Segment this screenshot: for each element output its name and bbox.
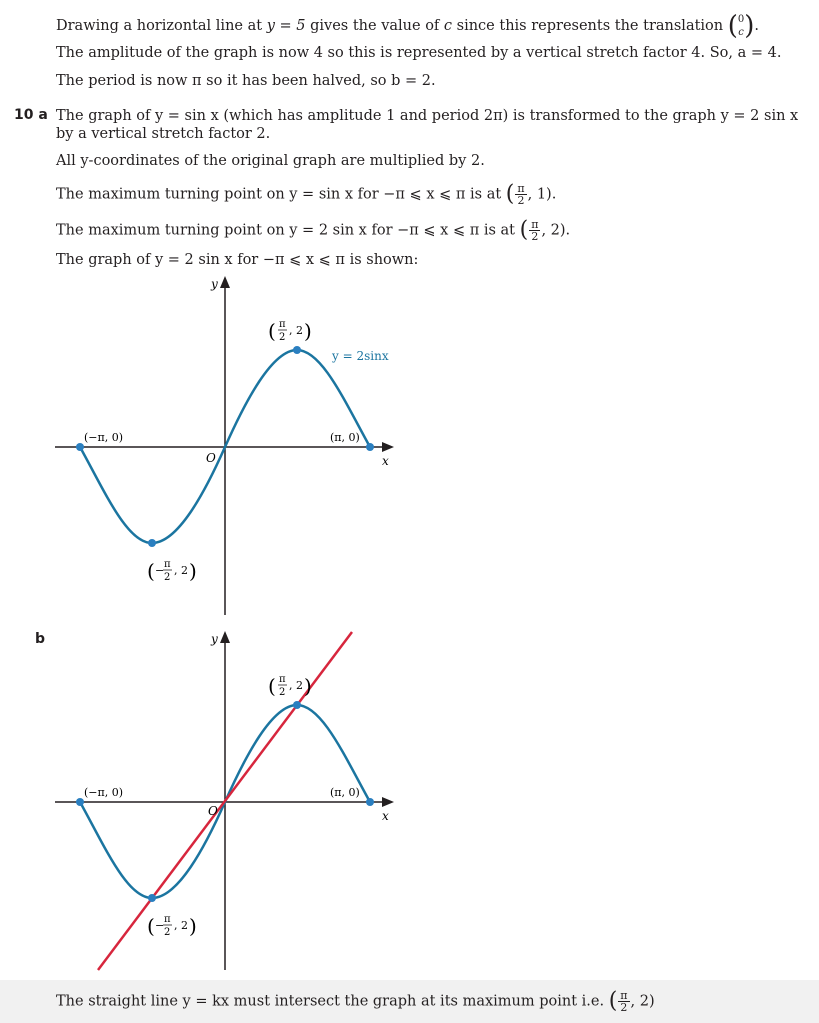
graph-a-point-min: [148, 539, 156, 547]
graph-a-point-min-label: [147, 559, 197, 583]
graph-b-origin-label: O: [208, 804, 218, 818]
svg-text:): ): [304, 319, 312, 343]
footer-text: The straight line y = kx must intersect the graph at its maximum point i.e.: [56, 993, 605, 1010]
intro-line-1: Drawing a horizontal line at y = 5 gives the value of c since this represents the translation ( 0 c ).: [56, 11, 760, 41]
svg-text:, 2: , 2: [174, 564, 188, 577]
svg-text:π: π: [279, 674, 286, 685]
svg-text:−: −: [155, 564, 165, 577]
graph-b-point-min-label: [147, 914, 197, 938]
svg-text:, 2: , 2: [289, 324, 303, 337]
q10a-max-2sin-tail: , 2): [541, 222, 566, 239]
intro-text-2: gives the value of: [305, 18, 444, 34]
graph-a-curve-label: y = 2sinx: [332, 349, 389, 363]
graph-b-point-left: [76, 798, 84, 806]
svg-text:): ): [189, 914, 197, 938]
svg-text:π: π: [279, 319, 286, 330]
intro-line-3: The period is now π so it has been halved, so b = 2.: [56, 73, 436, 89]
intro-equation: y = 5: [266, 18, 306, 34]
graph-a-point-max: [293, 346, 301, 354]
svg-text:(: (: [147, 914, 155, 938]
graph-b-svg: [0, 625, 819, 975]
graph-b-y-arrow: [220, 631, 230, 643]
q10a-paragraph-5: The graph of y = 2 sin x for −π ⩽ x ⩽ π is shown:: [56, 252, 419, 268]
graph-a: [0, 270, 819, 620]
graph-b-x-arrow: [382, 797, 394, 807]
vector-top: 0: [737, 14, 745, 25]
svg-text:π: π: [164, 914, 171, 925]
svg-text:2: 2: [279, 687, 286, 698]
graph-b-point-min: [148, 894, 156, 902]
graph-b-y-label: y: [211, 632, 218, 646]
q10a-max-2sin-text: The maximum turning point on y = 2 sin x for −π ⩽ x ⩽ π is at: [56, 222, 515, 239]
graph-b-point-max-label: [268, 674, 312, 698]
svg-text:, 2: , 2: [289, 679, 303, 692]
q10a-max-sin-tail: , 1): [527, 186, 552, 203]
svg-text:(: (: [268, 319, 276, 343]
svg-text:π: π: [164, 559, 171, 570]
graph-b-point-max: [293, 701, 301, 709]
graph-a-point-right: [366, 443, 374, 451]
fraction-pi-over-2: $\frac{\pi}{2}$: [517, 182, 525, 207]
q10a-paragraph-4: The maximum turning point on y = 2 sin x for −π ⩽ x ⩽ π is at ( $\frac{\pi}{2}$ , 2).: [56, 217, 571, 243]
q10a-paragraph-2: All y-coordinates of the original graph are multiplied by 2.: [56, 153, 485, 169]
graph-a-svg: [0, 270, 819, 620]
q10a-max-sin-text: The maximum turning point on y = sin x for −π ⩽ x ⩽ π is at: [56, 186, 502, 203]
graph-b: [0, 625, 819, 975]
fraction-pi-over-2: $\frac{\pi}{2}$: [531, 218, 539, 243]
graph-a-origin-label: O: [206, 451, 216, 465]
intro-text-3: since this represents the translation: [452, 18, 724, 34]
svg-text:, 2: , 2: [174, 919, 188, 932]
q10a-paragraph-3: The maximum turning point on y = sin x for −π ⩽ x ⩽ π is at ( $\frac{\pi}{2}$ , 1).: [56, 181, 557, 207]
svg-text:2: 2: [164, 572, 171, 583]
question-number-10a: 10 a: [14, 107, 48, 123]
intro-variable: c: [443, 18, 453, 34]
graph-a-y-arrow: [220, 276, 230, 288]
graph-a-y-label: y: [211, 277, 218, 291]
graph-a-x-arrow: [382, 442, 394, 452]
vector-open-paren: (: [727, 11, 738, 41]
intro-text: Drawing a horizontal line at: [56, 18, 267, 34]
graph-a-point-left: [76, 443, 84, 451]
intro-line-2: The amplitude of the graph is now 4 so this is represented by a vertical stretch factor 4. So, a = 4.: [56, 45, 782, 61]
svg-text:2: 2: [279, 332, 286, 343]
graph-b-point-right: [366, 798, 374, 806]
vector-close-paren: ): [744, 11, 755, 41]
question-number-10b: b: [35, 631, 46, 647]
graph-b-point-left-label: (−π, 0): [84, 786, 124, 799]
q10a-paragraph-1: The graph of y = sin x (which has amplitude 1 and period 2π) is transformed to the graph y = 2 sin x by a vertical stretch factor 2.: [56, 108, 799, 142]
graph-a-point-left-label: (−π, 0): [84, 431, 124, 444]
svg-text:): ): [304, 674, 312, 698]
vector-bottom: c: [738, 27, 744, 38]
graph-a-point-right-label: (π, 0): [330, 431, 360, 444]
graph-b-x-label: x: [382, 809, 389, 823]
svg-text:): ): [189, 559, 197, 583]
fraction-pi-over-2: $\frac{\pi}{2}$: [620, 989, 628, 1014]
footer-line: The straight line y = kx must intersect the graph at its maximum point i.e. ( $\frac{\pi}{2}$ , 2): [56, 988, 655, 1014]
svg-text:(: (: [147, 559, 155, 583]
svg-text:−: −: [155, 919, 165, 932]
footer-tail: , 2): [630, 993, 655, 1010]
graph-a-point-max-label: [268, 319, 312, 343]
graph-b-point-right-label: (π, 0): [330, 786, 360, 799]
svg-text:(: (: [268, 674, 276, 698]
svg-text:2: 2: [164, 927, 171, 938]
graph-a-x-label: x: [382, 454, 389, 468]
